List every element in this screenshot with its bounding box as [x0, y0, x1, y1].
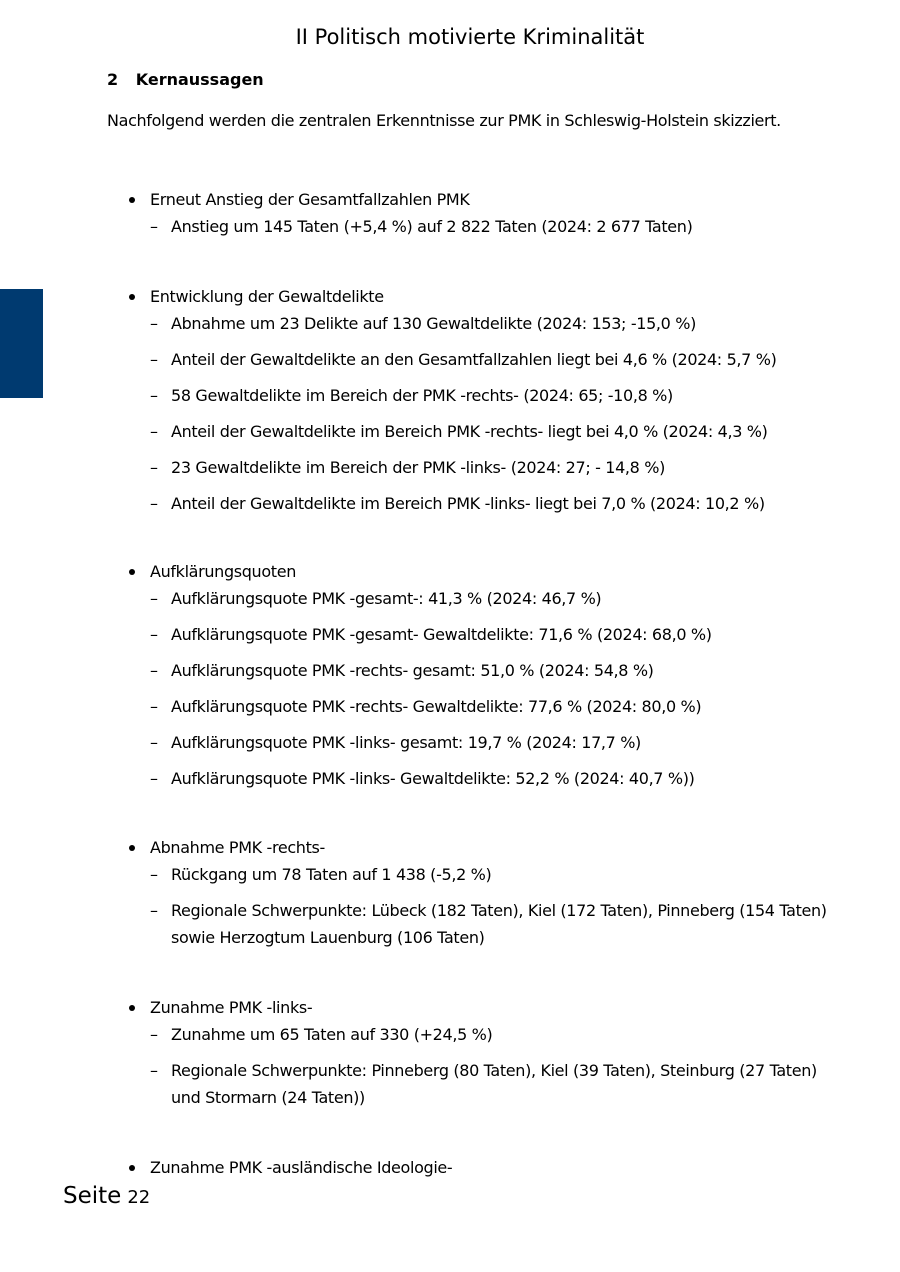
dash-icon: – — [150, 314, 158, 333]
section-number: 2 — [107, 70, 119, 89]
section-title: Kernaussagen — [135, 70, 264, 89]
dash-icon: – — [150, 589, 158, 608]
dash-icon: – — [150, 733, 158, 752]
dash-icon: – — [150, 901, 158, 920]
dash-icon: – — [150, 458, 158, 477]
sub-list-item: – Aufklärungsquote PMK -gesamt- Gewaltdelikte: 71,6 % (2024: 68,0 %) — [129, 621, 849, 648]
sub-list-item: – Anteil der Gewaltdelikte im Bereich PMK -rechts- liegt bei 4,0 % (2024: 4,3 %) — [129, 418, 849, 445]
page-label: Seite — [63, 1183, 122, 1209]
bullet-title: Aufklärungsquoten — [150, 562, 296, 581]
bullet-block — [129, 994, 849, 1111]
sub-list — [129, 861, 849, 951]
bullet-block — [129, 1154, 849, 1181]
sub-list-item: – Anteil der Gewaltdelikte im Bereich PMK -links- liegt bei 7,0 % (2024: 10,2 %) — [129, 490, 849, 517]
sub-list-item: – 23 Gewaltdelikte im Bereich der PMK -links- (2024: 27; - 14,8 %) — [129, 454, 849, 481]
bullet-dot-icon — [129, 1005, 135, 1011]
sub-list-item: – Zunahme um 65 Taten auf 330 (+24,5 %) — [129, 1021, 849, 1048]
sub-list — [129, 213, 849, 240]
bullet-item — [129, 558, 849, 585]
bullet-dot-icon — [129, 294, 135, 300]
dash-icon: – — [150, 350, 158, 369]
dash-icon: – — [150, 697, 158, 716]
bullet-dot-icon — [129, 569, 135, 575]
sub-list-item: – Aufklärungsquote PMK -links- Gewaltdelikte: 52,2 % (2024: 40,7 %)) — [129, 765, 849, 792]
bullet-dot-icon — [129, 197, 135, 203]
bullet-item — [129, 186, 849, 213]
bullet-block — [129, 283, 849, 517]
dash-icon: – — [150, 386, 158, 405]
dash-icon: – — [150, 422, 158, 441]
sub-list-item: – Anstieg um 145 Taten (+5,4 %) auf 2 822 Taten (2024: 2 677 Taten) — [129, 213, 849, 240]
bullet-title: Erneut Anstieg der Gesamtfallzahlen PMK — [150, 190, 470, 209]
bullet-title: Entwicklung der Gewaltdelikte — [150, 287, 384, 306]
dash-icon: – — [150, 217, 158, 236]
sub-list-item: – Abnahme um 23 Delikte auf 130 Gewaltdelikte (2024: 153; -15,0 %) — [129, 310, 849, 337]
sub-list-item: – Aufklärungsquote PMK -links- gesamt: 19,7 % (2024: 17,7 %) — [129, 729, 849, 756]
bullet-title: Abnahme PMK -rechts- — [150, 838, 325, 857]
bullet-item — [129, 1154, 849, 1181]
bullet-item — [129, 994, 849, 1021]
sub-list-item: – 58 Gewaltdelikte im Bereich der PMK -rechts- (2024: 65; -10,8 %) — [129, 382, 849, 409]
bullet-title: Zunahme PMK -links- — [150, 998, 313, 1017]
bullet-dot-icon — [129, 1165, 135, 1171]
bullet-item — [129, 283, 849, 310]
page-header: II Politisch motivierte Kriminalität — [295, 25, 645, 49]
bullet-block — [129, 834, 849, 951]
sub-list — [129, 1021, 849, 1111]
dash-icon: – — [150, 625, 158, 644]
dash-icon: – — [150, 1061, 158, 1080]
sub-list-item: – Regionale Schwerpunkte: Pinneberg (80 Taten), Kiel (39 Taten), Steinburg (27 Taten) und Stormarn (24 Taten)) — [129, 1057, 831, 1111]
dash-icon: – — [150, 769, 158, 788]
dash-icon: – — [150, 494, 158, 513]
bullet-title: Zunahme PMK -ausländische Ideologie- — [150, 1158, 453, 1177]
dash-icon: – — [150, 865, 158, 884]
dash-icon: – — [150, 661, 158, 680]
dash-icon: – — [150, 1025, 158, 1044]
sub-list — [129, 310, 849, 517]
sub-list-item: – Anteil der Gewaltdelikte an den Gesamtfallzahlen liegt bei 4,6 % (2024: 5,7 %) — [129, 346, 849, 373]
section-heading — [107, 68, 264, 92]
bullet-item — [129, 834, 849, 861]
sub-list-item: – Aufklärungsquote PMK -gesamt-: 41,3 % (2024: 46,7 %) — [129, 585, 849, 612]
bullet-block — [129, 186, 849, 240]
sub-list-item: – Regionale Schwerpunkte: Lübeck (182 Taten), Kiel (172 Taten), Pinneberg (154 Taten) sowie Herzogtum Lauenburg (106 Taten) — [129, 897, 831, 951]
chapter-side-tab — [0, 289, 43, 398]
page-footer — [63, 1180, 150, 1214]
page-number: 22 — [127, 1187, 151, 1208]
sub-list-item: – Aufklärungsquote PMK -rechts- gesamt: 51,0 % (2024: 54,8 %) — [129, 657, 849, 684]
intro-paragraph: Nachfolgend werden die zentralen Erkenntnisse zur PMK in Schleswig-Holstein skizziert. — [107, 111, 781, 130]
sub-list — [129, 585, 849, 792]
bullet-block — [129, 558, 849, 792]
sub-list-item: – Rückgang um 78 Taten auf 1 438 (-5,2 %) — [129, 861, 849, 888]
sub-list-item: – Aufklärungsquote PMK -rechts- Gewaltdelikte: 77,6 % (2024: 80,0 %) — [129, 693, 849, 720]
bullet-dot-icon — [129, 845, 135, 851]
